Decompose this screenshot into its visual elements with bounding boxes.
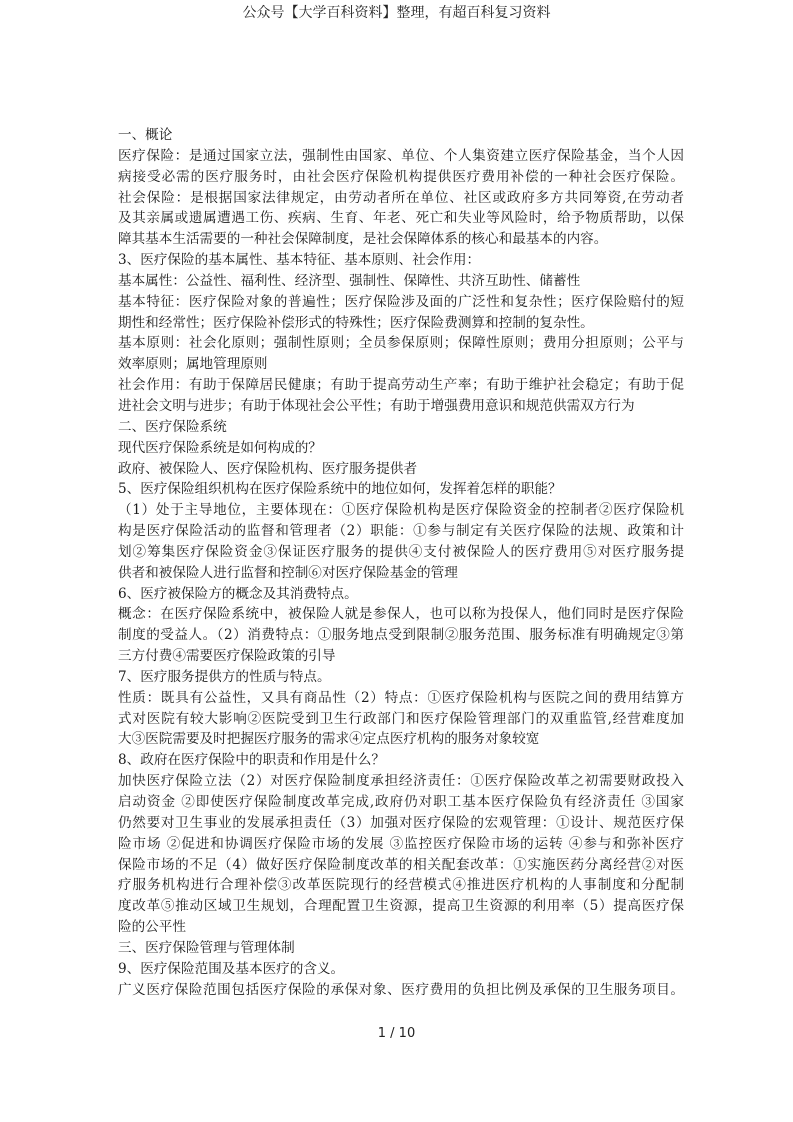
text-line: 3、医疗保险的基本属性、基本特征、基本原则、社会作用： [118,252,481,269]
text-line: 基本特征：医疗保险对象的普遍性；医疗保险涉及面的广泛性和复杂性；医疗保险赔付的短 [118,293,684,310]
text-line: 7、医疗服务提供方的性质与特点。 [118,668,331,685]
document-body [118,125,684,1000]
text-line: 启动资金 ②即使医疗保险制度改革完成,政府仍对职工基本医疗保险负有经济责任 ③国家 [118,794,684,810]
text-line: 医疗保险：是通过国家立法，强制性由国家、单位、个人集资建立医疗保险基金，当个人因 [118,147,684,164]
text-line: 5、医疗保险组织机构在医疗保险系统中的地位如何，发挥着怎样的职能？ [118,481,562,498]
text-line: 构是医疗保险活动的监督和管理者（2）职能：①参与制定有关医疗保险的法规、政策和计 [118,523,684,540]
text-line: 险的公平性 [118,919,186,936]
text-line: 划②筹集医疗保险资金③保证医疗服务的提供④支付被保险人的医疗费用⑤对医疗服务提 [118,543,684,560]
page-header: 公众号【大学百科资料】整理，有超百科复习资料 [242,5,551,21]
text-line: 大③医院需要及时把握医疗服务的需求④定点医疗机构的服务对象较宽 [118,731,540,748]
text-line: 险市场 ②促进和协调医疗保险市场的发展 ③监控医疗保险市场的运转 ④参与和弥补医疗 [118,835,684,852]
text-line: 9、医疗保险范围及基本医疗的含义。 [118,960,345,977]
text-line: 障其基本生活需要的一种社会保障制度，是社会保障体系的核心和最基本的内容。 [118,231,608,248]
text-line: 病接受必需的医疗服务时，由社会医疗保险机构提供医疗费用补偿的一种社会医疗保险。 [118,168,684,185]
text-line: 度改革⑤推动区域卫生规划，合理配置卫生资源，提高卫生资源的利用率（5）提高医疗保 [118,898,684,915]
text-line: 社会保险：是根据国家法律规定，由劳动者所在单位、社区或政府多方共同筹资,在劳动者 [118,189,684,206]
text-line: 基本属性：公益性、福利性、经济型、强制性、保障性、共济互助性、储蓄性 [118,272,581,289]
text-line: 基本原则：社会化原则；强制性原则；全员参保原则；保障性原则；费用分担原则；公平与 [118,335,684,352]
text-line: 进社会文明与进步；有助于体现社会公平性；有助于增强费用意识和规范供需双方行为 [118,397,635,414]
text-line: 效率原则；属地管理原则 [118,356,268,373]
text-line: 及其亲属或遗属遭遇工伤、疾病、生育、年老、死亡和失业等风险时，给予物质帮助，以保 [118,210,684,227]
text-line: 一、概论 [118,127,173,143]
text-line: 广义医疗保险范围包括医疗保险的承保对象、医疗费用的负担比例及承保的卫生服务项目。 [118,981,684,998]
text-line: 期性和经常性；医疗保险补偿形式的特殊性；医疗保险费测算和控制的复杂性。 [118,314,594,331]
text-line: 6、医疗被保险方的概念及其消费特点。 [118,585,358,602]
text-line: 供者和被保险人进行监督和控制⑥对医疗保险基金的管理 [118,564,458,581]
text-line: 性质：既具有公益性，又具有商品性（2）特点：①医疗保险机构与医院之间的费用结算方 [118,689,684,706]
text-line: 制度的受益人。（2）消费特点：①服务地点受到限制②服务范围、服务标准有明确规定③第 [118,627,684,644]
text-line: 加快医疗保险立法（2）对医疗保险制度承担经济责任：①医疗保险改革之初需要财政投入 [118,773,684,790]
text-line: 概念：在医疗保险系统中，被保险人就是参保人，也可以称为投保人，他们同时是医疗保险 [118,606,684,623]
text-line: 三方付费④需要医疗保险政策的引导 [118,648,336,665]
text-line: 疗服务机构进行合理补偿③改革医院现行的经营模式④推进医疗机构的人事制度和分配制 [118,877,684,894]
text-line: 保险市场的不足（4）做好医疗保险制度改革的相关配套改革：①实施医药分离经营②对医 [118,856,684,873]
text-line: 8、政府在医疗保险中的职责和作用是什么？ [118,752,385,769]
text-line: 社会作用：有助于保障居民健康；有助于提高劳动生产率；有助于维护社会稳定；有助于促 [118,377,684,394]
page-number: 1 / 10 [377,1026,416,1041]
text-line: 式对医院有较大影响②医院受到卫生行政部门和医疗保险管理部门的双重监管,经营难度加 [118,710,684,727]
text-line: 仍然要对卫生事业的发展承担责任（3）加强对医疗保险的宏观管理：①设计、规范医疗保 [118,814,684,831]
text-line: 政府、被保险人、医疗保险机构、医疗服务提供者 [118,460,418,477]
text-line: 三、医疗保险管理与管理体制 [118,939,295,956]
text-line: 现代医疗保险系统是如何构成的？ [118,439,322,456]
text-line: 二、医疗保险系统 [118,418,227,435]
text-line: （1）处于主导地位，主要体现在：①医疗保险机构是医疗保险资金的控制者②医疗保险机 [118,502,684,519]
